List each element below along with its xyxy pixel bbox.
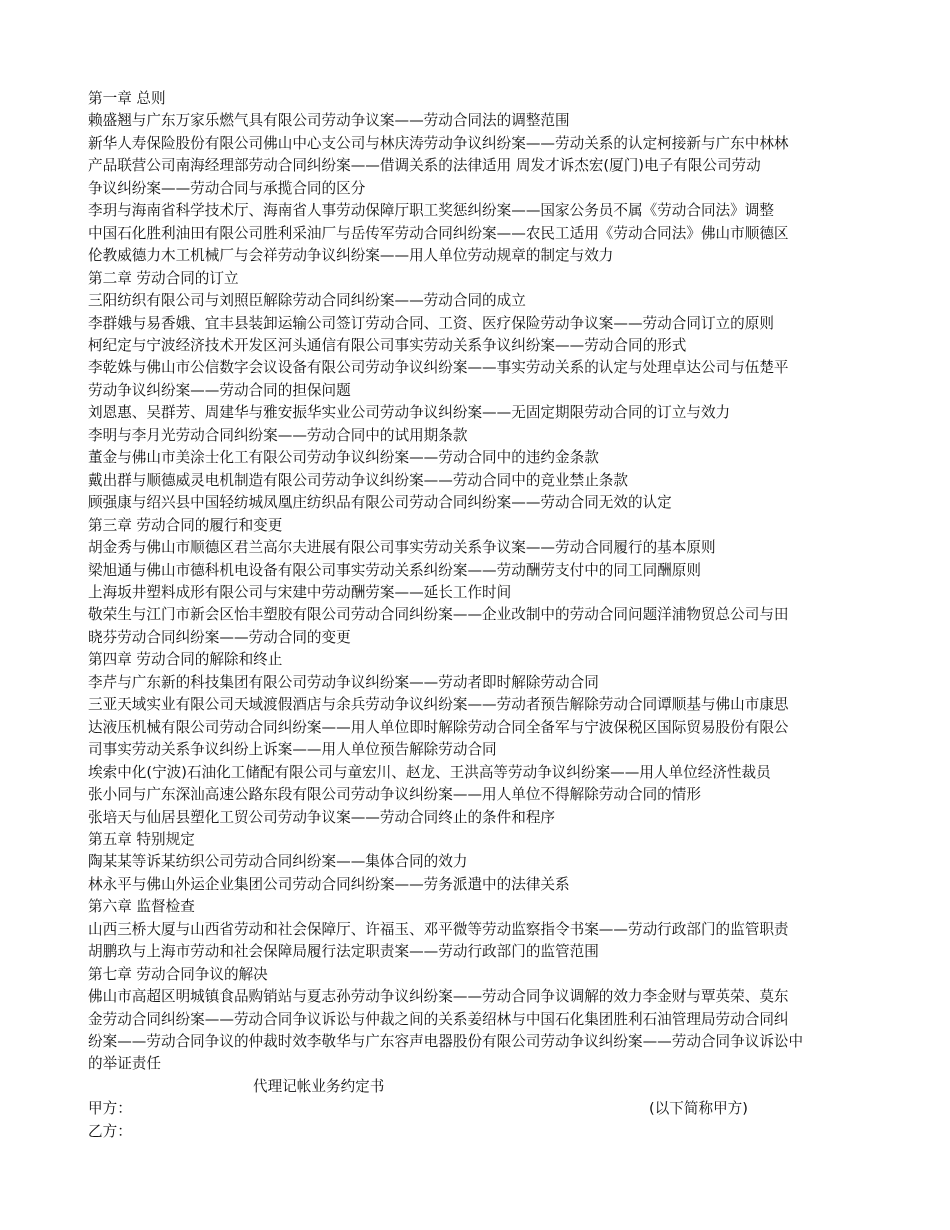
party-b-label: 乙方： bbox=[88, 1122, 132, 1140]
text-line: 第七章 劳动合同争议的解决 bbox=[88, 965, 268, 983]
text-line: 戴出群与顺德威灵电机制造有限公司劳动争议纠纷案——劳动合同中的竞业禁止条款 bbox=[88, 471, 628, 489]
text-line: 梁旭通与佛山市德科机电设备有限公司事实劳动关系纠纷案——劳动酬劳支付中的同工同酬原则 bbox=[88, 561, 701, 579]
party-b-line bbox=[88, 1121, 863, 1143]
text-line: 刘恩惠、吴群芳、周建华与雅安振华实业公司劳动争议纠纷案——无固定期限劳动合同的订立与效力 bbox=[88, 404, 731, 422]
party-a-line bbox=[88, 1098, 863, 1120]
text-line: 新华人寿保险股份有限公司佛山中心支公司与林庆涛劳动争议纠纷案——劳动关系的认定柯接新与广东中林林 bbox=[88, 134, 789, 152]
text-line: 李明与李月光劳动合同纠纷案——劳动合同中的试用期条款 bbox=[88, 426, 468, 444]
text-line: 晓芬劳动合同纠纷案——劳动合同的变更 bbox=[88, 628, 351, 646]
text-line: 第二章 劳动合同的订立 bbox=[88, 269, 239, 287]
text-line: 第五章 特别规定 bbox=[88, 830, 195, 848]
text-line: 第三章 劳动合同的履行和变更 bbox=[88, 516, 283, 534]
text-line: 李群娥与易香娥、宜丰县装卸运输公司签订劳动合同、工资、医疗保险劳动争议案——劳动合同订立的原则 bbox=[88, 314, 774, 332]
text-line: 三阳纺织有限公司与刘照臣解除劳动合同纠纷案——劳动合同的成立 bbox=[88, 292, 526, 310]
text-line: 顾强康与绍兴县中国轻纺城凤凰庄纺织品有限公司劳动合同纠纷案——劳动合同无效的认定 bbox=[88, 494, 672, 512]
text-line: 柯纪定与宁波经济技术开发区河头通信有限公司事实劳动关系争议纠纷案——劳动合同的形式 bbox=[88, 336, 687, 354]
text-line: 陶某某等诉某纺织公司劳动合同纠纷案——集体合同的效力 bbox=[88, 853, 468, 871]
text-line: 司事实劳动关系争议纠纷上诉案——用人单位预告解除劳动合同 bbox=[88, 741, 497, 759]
text-line: 金劳动合同纠纷案——劳动合同争议诉讼与仲裁之间的关系姜绍林与中国石化集团胜利石油管理局劳动合同纠 bbox=[88, 1010, 789, 1028]
text-line: 李乾姝与佛山市公信数字会议设备有限公司劳动争议纠纷案——事实劳动关系的认定与处理卓达公司与伍楚平 bbox=[88, 359, 789, 377]
text-line: 第一章 总则 bbox=[88, 90, 166, 107]
case-list bbox=[88, 88, 863, 1076]
text-line: 李芹与广东新的科技集团有限公司劳动争议纠纷案——劳动者即时解除劳动合同 bbox=[88, 673, 599, 691]
text-line: 敬荣生与江门市新会区怡丰塑胶有限公司劳动合同纠纷案——企业改制中的劳动合同问题洋浦物贸总公司与田 bbox=[88, 606, 789, 624]
text-line: 争议纠纷案——劳动合同与承揽合同的区分 bbox=[88, 179, 366, 197]
party-a-label: 甲方： bbox=[88, 1100, 132, 1118]
text-line: 张培天与仙居县塑化工贸公司劳动争议案——劳动合同终止的条件和程序 bbox=[88, 808, 556, 826]
text-line: 中国石化胜利油田有限公司胜利采油厂与岳传军劳动合同纠纷案——农民工适用《劳动合同法》佛山市顺德区 bbox=[88, 224, 789, 242]
text-line: 的举证责任 bbox=[88, 1055, 161, 1073]
text-line: 张小同与广东深汕高速公路东段有限公司劳动争议纠纷案——用人单位不得解除劳动合同的情形 bbox=[88, 786, 701, 804]
text-line: 赖盛翘与广东万家乐燃气具有限公司劳动争议案——劳动合同法的调整范围 bbox=[88, 112, 570, 130]
text-line: 董金与佛山市美涂士化工有限公司劳动争议纠纷案——劳动合同中的违约金条款 bbox=[88, 449, 599, 467]
text-line: 三亚天域实业有限公司天域渡假酒店与余兵劳动争议纠纷案——劳动者预告解除劳动合同谭顺基与佛山市康思 bbox=[88, 696, 789, 714]
document-body bbox=[88, 88, 863, 1143]
text-line: 佛山市高超区明城镇食品购销站与夏志孙劳动争议纠纷案——劳动合同争议调解的效力李金财与覃英荣、莫东 bbox=[88, 988, 789, 1006]
text-line: 山西三桥大厦与山西省劳动和社会保障厅、许福玉、邓平微等劳动监察指令书案——劳动行政部门的监管职责 bbox=[88, 920, 789, 938]
text-line: 上海坂井塑料成形有限公司与宋建中劳动酬劳案——延长工作时间 bbox=[88, 583, 512, 601]
text-line: 伦教威德力木工机械厂与会祥劳动争议纠纷案——用人单位劳动规章的制定与效力 bbox=[88, 247, 614, 265]
text-line: 胡金秀与佛山市顺德区君兰高尔夫进展有限公司事实劳动关系争议案——劳动合同履行的基本原则 bbox=[88, 539, 716, 557]
party-a-note: (以下简称甲方) bbox=[649, 1100, 748, 1118]
text-line: 胡鹏玖与上海市劳动和社会保障局履行法定职责案——劳动行政部门的监管范围 bbox=[88, 943, 599, 961]
text-line: 产品联营公司南海经理部劳动合同纠纷案——借调关系的法律适用 周发才诉杰宏(厦门)电子有限公司劳动 bbox=[88, 157, 761, 175]
text-line: 林永平与佛山外运企业集团公司劳动合同纠纷案——劳务派遣中的法律关系 bbox=[88, 875, 570, 893]
text-line: 纷案——劳动合同争议的仲裁时效李敬华与广东容声电器股份有限公司劳动争议纠纷案——劳动合同争议诉讼中 bbox=[88, 1033, 804, 1051]
text-line: 劳动争议纠纷案——劳动合同的担保问题 bbox=[88, 381, 351, 399]
text-line: 埃索中化(宁波)石油化工储配有限公司与童宏川、赵龙、王洪高等劳动争议纠纷案——用人单位经济性裁员 bbox=[88, 763, 771, 781]
text-line: 李玥与海南省科学技术厅、海南省人事劳动保障厅职工奖惩纠纷案——国家公务员不属《劳动合同法》调整 bbox=[88, 202, 774, 220]
text-line: 达液压机械有限公司劳动合同纠纷案——用人单位即时解除劳动合同全备军与宁波保税区国际贸易股份有限公 bbox=[88, 718, 789, 736]
text-line: 第四章 劳动合同的解除和终止 bbox=[88, 651, 283, 669]
text-line: 第六章 监督检查 bbox=[88, 898, 195, 916]
contract-title: 代理记帐业务约定书 bbox=[253, 1077, 385, 1095]
